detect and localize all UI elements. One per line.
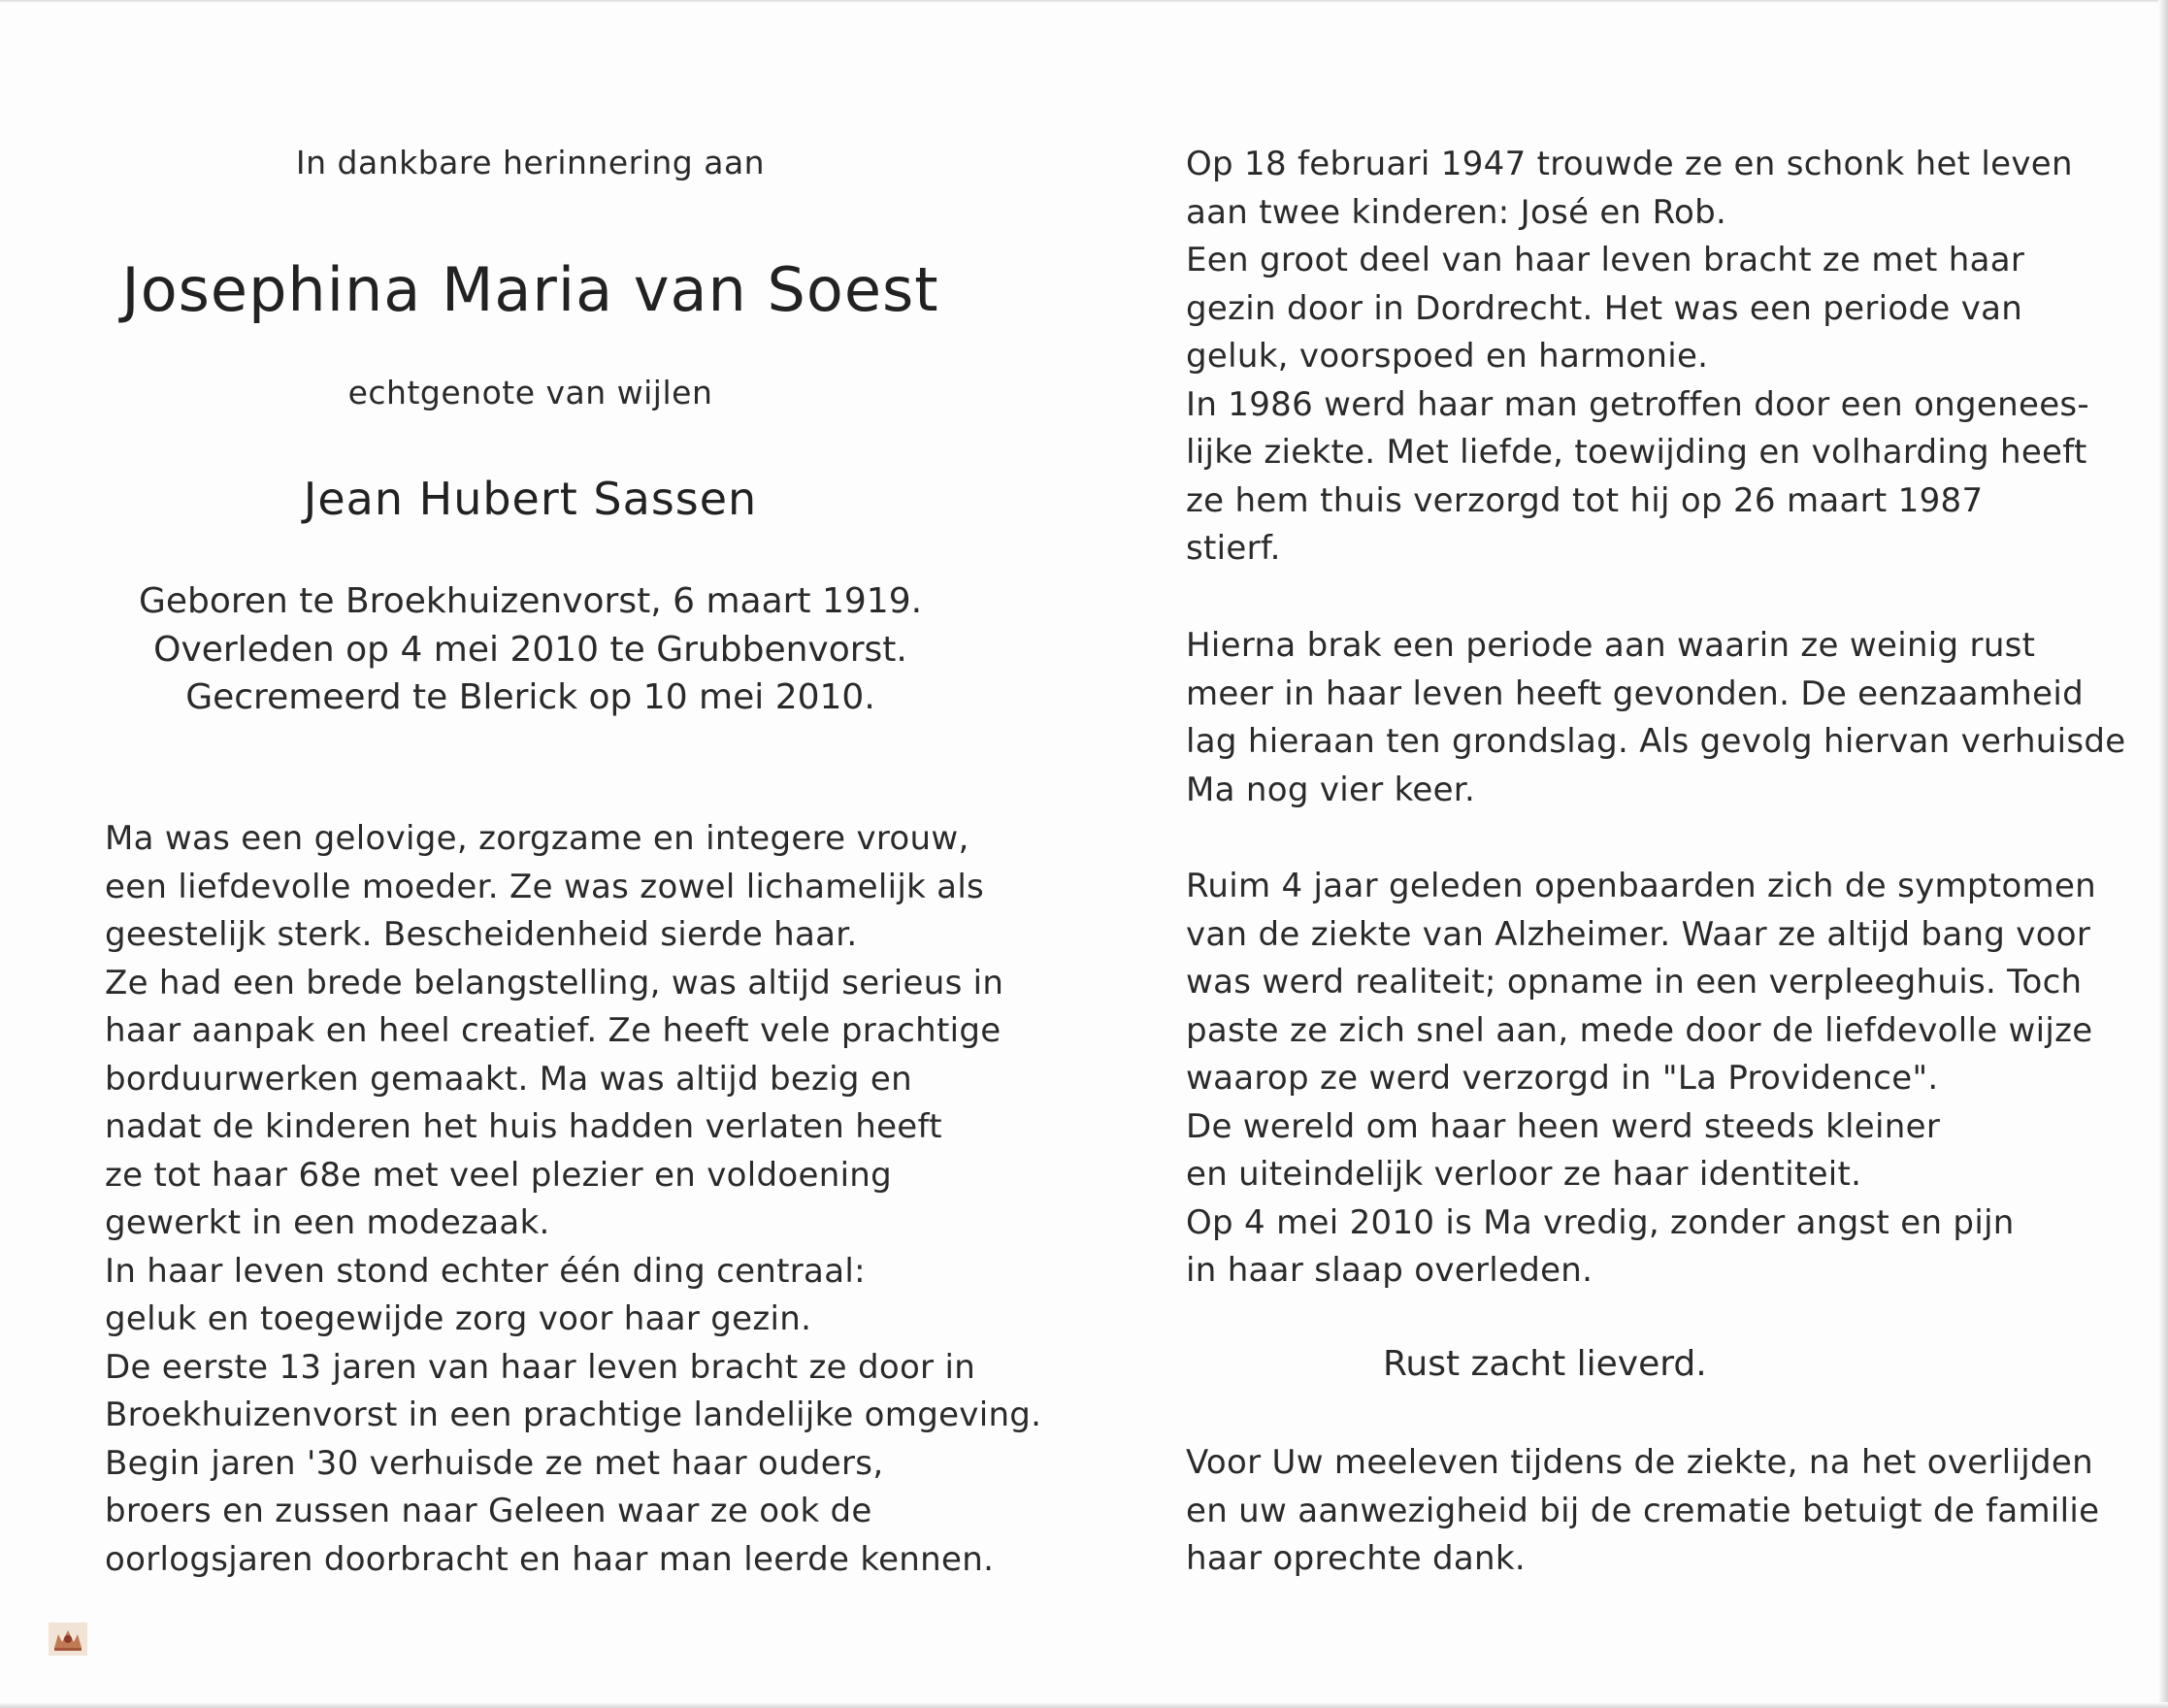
text-line: geluk, voorspoed en harmonie. bbox=[1186, 337, 1709, 376]
text-line: waarop ze werd verzorgd in "La Providence". bbox=[1186, 1059, 1939, 1098]
text-line: Ruim 4 jaar geleden openbaarden zich de symptomen bbox=[1186, 867, 2097, 905]
text-line: stierf. bbox=[1186, 529, 1281, 568]
text-line: In haar leven stond echter één ding centraal: bbox=[105, 1251, 866, 1291]
paper-edge-top bbox=[0, 0, 2168, 3]
biography-paragraph bbox=[105, 815, 1041, 1584]
illness-paragraph bbox=[1186, 863, 2096, 1296]
spouse-intro: echtgenote van wijlen bbox=[347, 374, 713, 411]
text-line: Op 18 februari 1947 trouwde ze en schonk het leven bbox=[1186, 145, 2073, 183]
text-line: was werd realiteit; opname in een verpleeghuis. Toch bbox=[1186, 963, 2083, 1002]
text-line: Ma was een gelovige, zorgzame en integere vrouw, bbox=[105, 819, 969, 858]
ornament-stamp-icon bbox=[49, 1623, 87, 1656]
later-years-paragraph bbox=[1186, 622, 2126, 814]
text-line: Ze had een brede belangstelling, was altijd serieus in bbox=[105, 963, 1004, 1002]
paper-edge-right bbox=[2158, 0, 2168, 1708]
text-line: Een groot deel van haar leven bracht ze met haar bbox=[1186, 241, 2025, 279]
marriage-paragraph bbox=[1186, 141, 2089, 574]
text-line: geestelijk sterk. Bescheidenheid sierde haar. bbox=[105, 915, 858, 954]
text-line: haar aanpak en heel creatief. Ze heeft vele prachtige bbox=[105, 1011, 1002, 1050]
text-line: In 1986 werd haar man getroffen door een ongenees- bbox=[1186, 384, 2089, 424]
text-line: lijke ziekte. Met liefde, toewijding en volharding heeft bbox=[1186, 433, 2087, 472]
farewell-line: Rust zacht lieverd. bbox=[1383, 1344, 1707, 1384]
text-line: meer in haar leven heeft gevonden. De eenzaamheid bbox=[1186, 673, 2084, 713]
text-line: borduurwerken gemaakt. Ma was altijd bezig en bbox=[105, 1059, 912, 1099]
text-line: nadat de kinderen het huis hadden verlaten heeft bbox=[105, 1107, 942, 1146]
text-line: Hierna brak een periode aan waarin ze weinig rust bbox=[1186, 626, 2036, 665]
text-line: en uw aanwezigheid bij de crematie betuigt de familie bbox=[1186, 1491, 2100, 1530]
text-line: Begin jaren '30 verhuisde ze met haar ouders, bbox=[105, 1443, 884, 1483]
memorial-intro: In dankbare herinnering aan bbox=[295, 144, 766, 181]
text-line: Op 4 mei 2010 is Ma vredig, zonder angst en pijn bbox=[1186, 1202, 2015, 1242]
birth-line: Geboren te Broekhuizenvorst, 6 maart 1919. bbox=[138, 581, 923, 621]
text-line: een liefdevolle moeder. Ze was zowel lichamelijk als bbox=[105, 867, 985, 906]
text-line: in haar slaap overleden. bbox=[1186, 1251, 1593, 1290]
text-line: De wereld om haar heen werd steeds kleiner bbox=[1186, 1106, 1941, 1146]
text-line: oorlogsjaren doorbracht en haar man leerde kennen. bbox=[105, 1539, 995, 1579]
text-line: lag hieraan ten grondslag. Als gevolg hiervan verhuisde bbox=[1186, 722, 2126, 761]
spouse-name: Jean Hubert Sassen bbox=[303, 473, 758, 525]
text-line: gezin door in Dordrecht. Het was een periode van bbox=[1186, 288, 2023, 328]
death-line: Overleden op 4 mei 2010 te Grubbenvorst. bbox=[153, 629, 907, 670]
deceased-name: Josephina Maria van Soest bbox=[121, 254, 939, 325]
text-line: Broekhuizenvorst in een prachtige landelijke omgeving. bbox=[105, 1396, 1042, 1434]
text-line: en uiteindelijk verloor ze haar identiteit. bbox=[1186, 1155, 1862, 1194]
text-line: gewerkt in een modezaak. bbox=[105, 1203, 550, 1242]
life-dates bbox=[105, 577, 956, 722]
text-line: ze hem thuis verzorgd tot hij op 26 maart 1987 bbox=[1186, 480, 1984, 520]
text-line: broers en zussen naar Geleen waar ze ook de bbox=[105, 1492, 872, 1530]
cremation-line: Gecremeerd te Blerick op 10 mei 2010. bbox=[185, 677, 875, 717]
text-line: van de ziekte van Alzheimer. Waar ze altijd bang voor bbox=[1186, 914, 2091, 954]
text-line: haar oprechte dank. bbox=[1186, 1539, 1526, 1578]
thanks-paragraph bbox=[1186, 1439, 2099, 1584]
text-line: paste ze zich snel aan, mede door de liefdevolle wijze bbox=[1186, 1010, 2093, 1050]
text-line: aan twee kinderen: José en Rob. bbox=[1186, 192, 1727, 232]
text-line: De eerste 13 jaren van haar leven bracht ze door in bbox=[105, 1347, 976, 1387]
text-line: ze tot haar 68e met veel plezier en voldoening bbox=[105, 1155, 893, 1195]
paper-edge-bottom bbox=[0, 1702, 2168, 1708]
text-line: geluk en toegewijde zorg voor haar gezin. bbox=[105, 1299, 812, 1338]
text-line: Ma nog vier keer. bbox=[1186, 770, 1476, 809]
text-line: Voor Uw meeleven tijdens de ziekte, na het overlijden bbox=[1186, 1443, 2093, 1482]
